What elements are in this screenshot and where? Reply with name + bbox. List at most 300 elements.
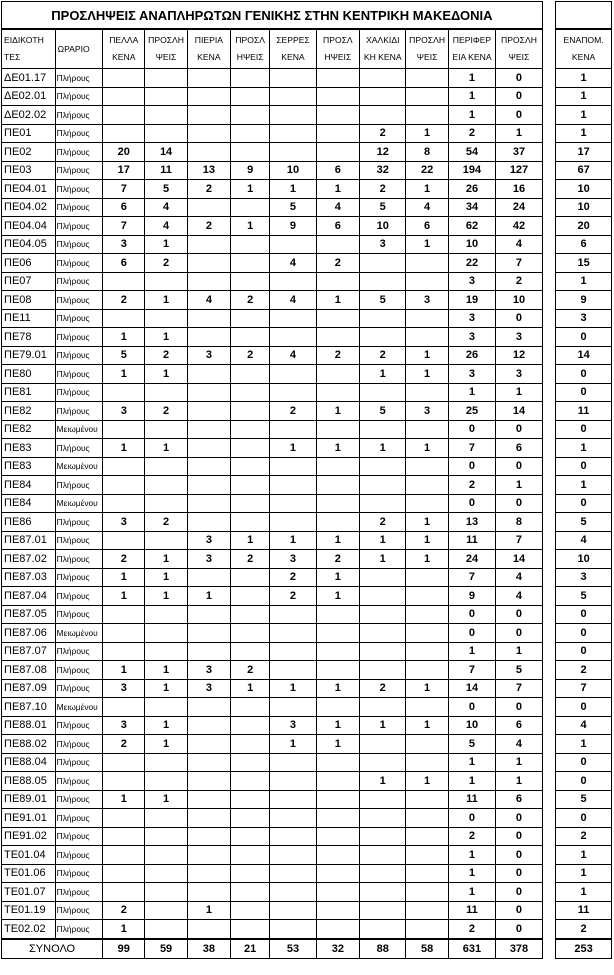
table-cell (316, 272, 359, 291)
table-cell: 3 (187, 679, 230, 698)
table-cell (406, 69, 448, 88)
table-cell (316, 420, 359, 439)
separator-cell (542, 827, 555, 846)
separator-cell (542, 883, 555, 902)
table-cell (270, 309, 316, 328)
table-cell: 1 (448, 864, 495, 883)
separator-cell (542, 383, 555, 402)
specialty-code: ΠΕ08 (2, 291, 56, 310)
table-cell: 62 (448, 217, 495, 236)
table-cell: 4 (187, 291, 230, 310)
table-cell: 0 (448, 457, 495, 476)
table-cell: 0 (496, 624, 543, 643)
table-cell: 1 (556, 476, 612, 495)
table-cell (270, 846, 316, 865)
table-cell (360, 920, 406, 939)
table-cell: 1 (496, 476, 543, 495)
table-cell: 14 (496, 550, 543, 569)
table-cell: 0 (448, 420, 495, 439)
separator-cell (542, 2, 555, 30)
table-cell: 0 (496, 87, 543, 106)
table-cell: 1 (556, 106, 612, 125)
table-cell: 1 (556, 124, 612, 143)
table-cell (316, 772, 359, 791)
table-cell: 1 (270, 679, 316, 698)
table-cell (187, 476, 230, 495)
total-value: 21 (231, 939, 270, 959)
table-cell: 2 (556, 920, 612, 939)
schedule-cell: Πλήρους (55, 124, 102, 143)
table-cell (406, 106, 448, 125)
specialty-code: ΠΕ04.04 (2, 217, 56, 236)
table-row (2, 309, 612, 328)
specialty-code: ΤΕ01.06 (2, 864, 56, 883)
table-cell (103, 494, 145, 513)
table-cell (187, 439, 230, 458)
table-cell: 1 (556, 69, 612, 88)
table-cell: 4 (496, 735, 543, 754)
table-cell (103, 69, 145, 88)
table-cell (406, 494, 448, 513)
table-cell: 5 (360, 291, 406, 310)
table-cell: 1 (231, 531, 270, 550)
table-cell: 1 (187, 587, 230, 606)
table-cell (145, 272, 187, 291)
schedule-cell: Πλήρους (55, 69, 102, 88)
table-cell (316, 476, 359, 495)
table-cell: 2 (448, 476, 495, 495)
table-cell: 3 (103, 235, 145, 254)
table-cell: 5 (556, 790, 612, 809)
separator-cell (542, 180, 555, 199)
specialty-code: ΠΕ88.01 (2, 716, 56, 735)
separator-cell (542, 309, 555, 328)
table-cell: 17 (556, 143, 612, 162)
table-row (2, 531, 612, 550)
schedule-cell: Πλήρους (55, 217, 102, 236)
title-empty-cell (556, 2, 612, 30)
table-row (2, 883, 612, 902)
table-cell: 3 (103, 402, 145, 421)
schedule-cell: Μειωμένου (55, 624, 102, 643)
column-header: ΩΡΑΡΙΟ (55, 29, 102, 69)
table-cell (145, 901, 187, 920)
table-cell (145, 772, 187, 791)
table-cell: 1 (360, 716, 406, 735)
table-cell (145, 420, 187, 439)
table-cell: 1 (145, 716, 187, 735)
specialty-code: ΠΕ07 (2, 272, 56, 291)
table-cell (231, 883, 270, 902)
schedule-cell: Πλήρους (55, 439, 102, 458)
schedule-cell: Πλήρους (55, 309, 102, 328)
table-cell: 1 (103, 328, 145, 347)
table-cell: 7 (496, 679, 543, 698)
schedule-cell: Πλήρους (55, 679, 102, 698)
table-cell: 0 (556, 698, 612, 717)
table-cell: 10 (556, 180, 612, 199)
table-cell (360, 328, 406, 347)
table-cell: 0 (496, 864, 543, 883)
specialty-code: ΠΕ04.02 (2, 198, 56, 217)
table-cell: 0 (496, 901, 543, 920)
table-cell (145, 309, 187, 328)
table-row (2, 513, 612, 532)
table-cell (103, 642, 145, 661)
column-header: ΠΡΟΣΛΗ ΨΕΙΣ (496, 29, 543, 69)
table-cell: 1 (145, 365, 187, 384)
separator-cell (542, 624, 555, 643)
specialty-code: ΠΕ81 (2, 383, 56, 402)
column-header: ΠΕΡΙΦΕΡ ΕΙΑ ΚΕΝΑ (448, 29, 495, 69)
specialty-code: ΠΕ87.06 (2, 624, 56, 643)
table-cell: 1 (448, 383, 495, 402)
separator-cell (542, 328, 555, 347)
table-cell: 1 (556, 272, 612, 291)
table-cell: 1 (316, 679, 359, 698)
specialty-code: ΔΕ02.01 (2, 87, 56, 106)
table-cell (103, 309, 145, 328)
table-cell: 0 (556, 753, 612, 772)
table-cell: 1 (448, 642, 495, 661)
table-cell: 13 (448, 513, 495, 532)
table-cell (270, 124, 316, 143)
specialty-code: ΠΕ87.03 (2, 568, 56, 587)
table-cell (231, 87, 270, 106)
table-cell: 3 (187, 661, 230, 680)
table-cell (231, 383, 270, 402)
table-cell: 14 (145, 143, 187, 162)
table-cell: 1 (270, 439, 316, 458)
table-cell (231, 328, 270, 347)
table-row (2, 846, 612, 865)
table-cell: 11 (448, 790, 495, 809)
schedule-cell: Μειωμένου (55, 420, 102, 439)
separator-cell (542, 106, 555, 125)
table-cell: 0 (556, 383, 612, 402)
table-cell (360, 661, 406, 680)
table-cell (145, 457, 187, 476)
table-cell: 1 (145, 328, 187, 347)
table-cell: 1 (360, 772, 406, 791)
table-cell (145, 846, 187, 865)
table-cell: 1 (316, 587, 359, 606)
separator-cell (542, 790, 555, 809)
table-cell: 1 (103, 568, 145, 587)
separator-cell (542, 568, 555, 587)
table-cell (187, 420, 230, 439)
table-cell (231, 457, 270, 476)
table-cell (316, 124, 359, 143)
table-cell (145, 106, 187, 125)
table-cell (145, 476, 187, 495)
schedule-cell: Πλήρους (55, 180, 102, 199)
table-cell: 194 (448, 161, 495, 180)
specialty-code: ΠΕ88.05 (2, 772, 56, 791)
table-cell (270, 106, 316, 125)
table-cell: 3 (270, 550, 316, 569)
table-cell: 1 (448, 106, 495, 125)
specialty-code: ΠΕ06 (2, 254, 56, 273)
table-cell (231, 827, 270, 846)
table-cell: 3 (496, 365, 543, 384)
table-cell (270, 87, 316, 106)
table-cell: 0 (496, 494, 543, 513)
table-cell (187, 772, 230, 791)
specialty-code: ΠΕ87.05 (2, 605, 56, 624)
table-row (2, 679, 612, 698)
table-cell: 5 (360, 402, 406, 421)
table-cell: 10 (270, 161, 316, 180)
table-cell (270, 383, 316, 402)
table-cell: 10 (556, 550, 612, 569)
specialty-code: ΠΕ87.07 (2, 642, 56, 661)
table-cell (187, 735, 230, 754)
table-cell (187, 198, 230, 217)
specialty-code: ΤΕ01.19 (2, 901, 56, 920)
table-cell (103, 864, 145, 883)
table-cell: 22 (448, 254, 495, 273)
table-cell (231, 494, 270, 513)
total-value: 88 (360, 939, 406, 959)
table-cell (231, 716, 270, 735)
table-cell: 1 (406, 716, 448, 735)
table-cell: 10 (360, 217, 406, 236)
table-cell: 2 (316, 550, 359, 569)
table-cell: 0 (556, 772, 612, 791)
table-cell (231, 864, 270, 883)
table-cell (316, 87, 359, 106)
table-cell: 3 (448, 272, 495, 291)
table-cell: 2 (360, 513, 406, 532)
table-cell: 2 (316, 346, 359, 365)
schedule-cell: Πλήρους (55, 753, 102, 772)
separator-cell (542, 161, 555, 180)
table-cell: 6 (496, 790, 543, 809)
separator-cell (542, 420, 555, 439)
table-cell: 2 (270, 587, 316, 606)
table-cell: 6 (556, 235, 612, 254)
specialty-code: ΠΕ79.01 (2, 346, 56, 365)
table-cell: 1 (103, 661, 145, 680)
table-cell (270, 494, 316, 513)
table-cell (270, 883, 316, 902)
table-cell (231, 272, 270, 291)
table-cell: 2 (145, 346, 187, 365)
schedule-cell: Πλήρους (55, 920, 102, 939)
table-cell (316, 328, 359, 347)
table-cell: 24 (448, 550, 495, 569)
table-cell: 3 (448, 328, 495, 347)
table-cell (316, 624, 359, 643)
table-cell: 1 (231, 679, 270, 698)
separator-cell (542, 439, 555, 458)
table-cell: 0 (556, 328, 612, 347)
table-cell: 6 (103, 198, 145, 217)
total-value: 631 (448, 939, 495, 959)
table-cell (270, 272, 316, 291)
specialty-code: ΠΕ80 (2, 365, 56, 384)
table-cell: 6 (316, 161, 359, 180)
table-cell (231, 439, 270, 458)
table-cell: 1 (103, 790, 145, 809)
separator-cell (542, 365, 555, 384)
specialty-code: ΠΕ11 (2, 309, 56, 328)
table-cell: 0 (448, 605, 495, 624)
table-cell: 1 (406, 550, 448, 569)
table-cell: 0 (556, 420, 612, 439)
schedule-cell: Πλήρους (55, 809, 102, 828)
schedule-cell: Πλήρους (55, 365, 102, 384)
column-header: ΠΕΛΛΑ ΚΕΝΑ (103, 29, 145, 69)
table-cell (406, 661, 448, 680)
column-header: ΣΕΡΡΕΣ ΚΕΝΑ (270, 29, 316, 69)
table-cell (231, 790, 270, 809)
table-cell (360, 254, 406, 273)
table-cell: 14 (448, 679, 495, 698)
table-row (2, 550, 612, 569)
table-cell: 0 (556, 457, 612, 476)
table-row (2, 457, 612, 476)
table-cell (406, 883, 448, 902)
table-cell: 0 (556, 365, 612, 384)
table-row (2, 254, 612, 273)
separator-cell (542, 642, 555, 661)
table-cell: 7 (448, 661, 495, 680)
separator-cell (542, 587, 555, 606)
schedule-cell: Πλήρους (55, 235, 102, 254)
table-cell (187, 254, 230, 273)
table-cell: 1 (448, 883, 495, 902)
table-cell: 5 (270, 198, 316, 217)
table-cell (103, 624, 145, 643)
table-row (2, 920, 612, 939)
table-cell: 2 (231, 346, 270, 365)
table-cell (270, 920, 316, 939)
table-cell (103, 106, 145, 125)
table-cell (187, 642, 230, 661)
table-cell: 3 (270, 716, 316, 735)
table-cell: 1 (556, 864, 612, 883)
table-cell: 1 (556, 735, 612, 754)
table-cell: 2 (103, 901, 145, 920)
table-cell: 1 (316, 568, 359, 587)
total-value: 59 (145, 939, 187, 959)
table-cell: 2 (556, 827, 612, 846)
table-cell (231, 605, 270, 624)
table-cell: 1 (448, 846, 495, 865)
table-cell: 2 (360, 180, 406, 199)
table-cell: 6 (103, 254, 145, 273)
table-row (2, 106, 612, 125)
table-row (2, 383, 612, 402)
table-cell: 127 (496, 161, 543, 180)
table-row (2, 790, 612, 809)
table-cell (406, 605, 448, 624)
table-cell (406, 735, 448, 754)
table-cell (360, 809, 406, 828)
total-row (2, 939, 612, 959)
table-cell: 2 (103, 735, 145, 754)
table-cell (231, 143, 270, 162)
table-cell: 3 (103, 679, 145, 698)
column-header: ΧΑΛΚΙΔΙ ΚΗ ΚΕΝΑ (360, 29, 406, 69)
total-value: 58 (406, 939, 448, 959)
schedule-cell: Πλήρους (55, 87, 102, 106)
table-cell (270, 864, 316, 883)
table-cell: 8 (406, 143, 448, 162)
table-cell (406, 587, 448, 606)
table-cell (145, 642, 187, 661)
total-value: 99 (103, 939, 145, 959)
schedule-cell: Μειωμένου (55, 698, 102, 717)
table-cell (316, 864, 359, 883)
table-cell (270, 605, 316, 624)
table-cell (270, 642, 316, 661)
specialty-code: ΤΕ01.04 (2, 846, 56, 865)
table-cell: 9 (231, 161, 270, 180)
table-cell (145, 124, 187, 143)
table-cell: 0 (496, 69, 543, 88)
table-cell: 0 (496, 920, 543, 939)
table-cell (270, 790, 316, 809)
table-cell: 1 (406, 346, 448, 365)
table-cell (360, 605, 406, 624)
table-cell: 2 (145, 254, 187, 273)
table-cell: 3 (187, 550, 230, 569)
table-cell (316, 790, 359, 809)
specialty-code: ΠΕ84 (2, 494, 56, 513)
schedule-cell: Πλήρους (55, 661, 102, 680)
table-cell (406, 457, 448, 476)
table-cell (270, 457, 316, 476)
table-cell: 7 (556, 679, 612, 698)
table-cell (187, 605, 230, 624)
table-row (2, 642, 612, 661)
schedule-cell: Πλήρους (55, 272, 102, 291)
table-cell: 0 (556, 642, 612, 661)
table-cell: 2 (145, 513, 187, 532)
table-cell: 10 (448, 716, 495, 735)
table-row (2, 198, 612, 217)
table-cell: 1 (556, 883, 612, 902)
table-cell: 2 (231, 291, 270, 310)
table-cell: 1 (316, 439, 359, 458)
table-row (2, 439, 612, 458)
table-cell: 10 (448, 235, 495, 254)
table-cell: 14 (556, 346, 612, 365)
table-cell: 1 (270, 180, 316, 199)
schedule-cell: Πλήρους (55, 827, 102, 846)
table-row (2, 217, 612, 236)
table-cell (231, 624, 270, 643)
table-cell (145, 883, 187, 902)
schedule-cell: Πλήρους (55, 550, 102, 569)
table-cell (360, 753, 406, 772)
total-value: 378 (496, 939, 543, 959)
table-cell (270, 809, 316, 828)
table-cell: 0 (496, 605, 543, 624)
table-cell (231, 309, 270, 328)
table-cell (187, 864, 230, 883)
table-cell (231, 809, 270, 828)
table-cell: 1 (406, 235, 448, 254)
total-value: 38 (187, 939, 230, 959)
table-cell: 42 (496, 217, 543, 236)
table-cell: 10 (496, 291, 543, 310)
table-cell (316, 661, 359, 680)
table-cell (103, 698, 145, 717)
